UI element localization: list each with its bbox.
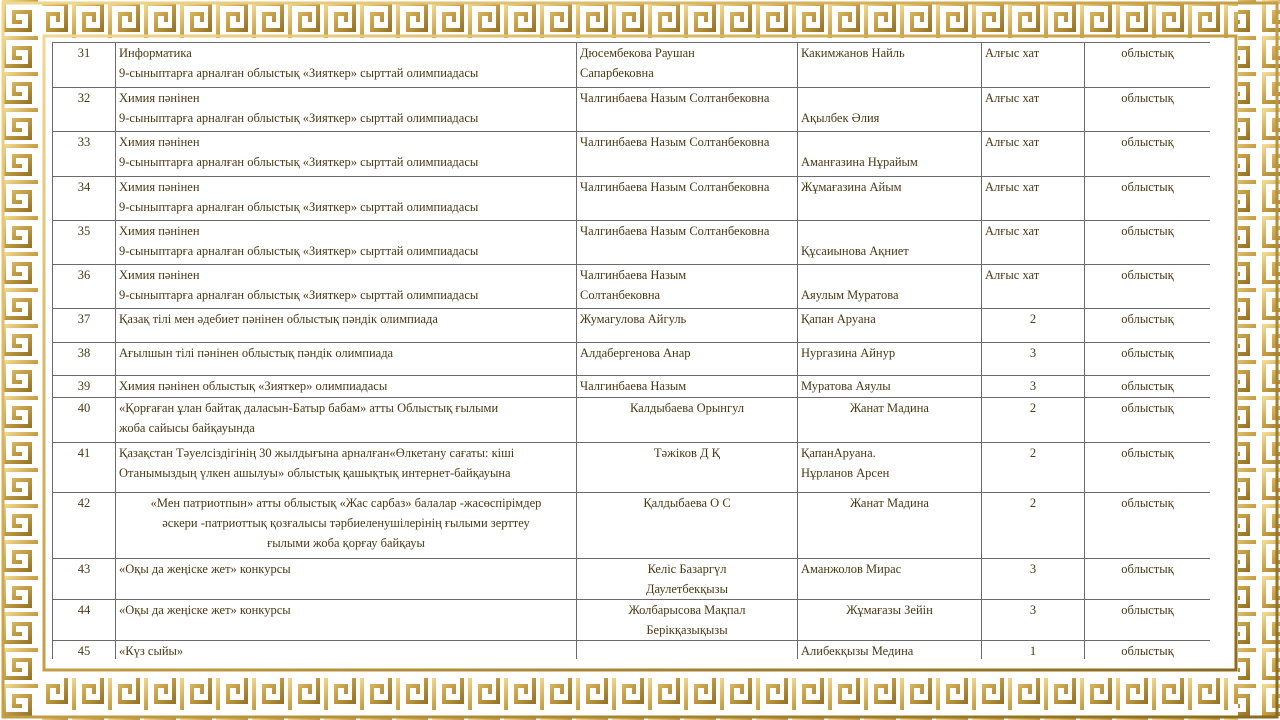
student-cell-line: Муратова Аяулы: [801, 379, 891, 393]
award-cell: Алғыс хат: [982, 43, 1085, 88]
teacher-cell-line: Чалгинбаева Назым Солтанбековна: [580, 224, 770, 238]
student-cell-line: [801, 88, 978, 108]
table-row: [53, 641, 1211, 660]
level-cell: облыстық: [1085, 343, 1211, 376]
award-cell: 3: [982, 600, 1085, 641]
row-number: 31: [53, 43, 116, 88]
event-cell: [116, 221, 577, 265]
teacher-cell-line: Солтанбековна: [580, 288, 661, 302]
student-cell: [798, 398, 982, 443]
student-cell-line: Аманғазина Нұрайым: [801, 155, 918, 169]
event-cell: [116, 265, 577, 309]
table-row: [53, 398, 1211, 443]
table-row: [53, 493, 1211, 559]
event-cell-line: «Мен патриотпын» атты облыстық «Жас сарбаз» балалар -жасөспірімдер: [150, 496, 542, 510]
event-cell: [116, 309, 577, 343]
student-cell-line: Жұмағазина Айым: [801, 180, 902, 194]
student-cell: [798, 309, 982, 343]
teacher-cell-line: [580, 641, 794, 659]
teacher-cell-line: Келіс Базаргүл: [647, 562, 727, 576]
teacher-cell: [577, 493, 798, 559]
student-cell: [798, 343, 982, 376]
event-cell-line: «Оқы да жеңіске жет» конкурсы: [119, 603, 291, 617]
level-cell: облыстық: [1085, 443, 1211, 493]
row-number: 45: [53, 641, 116, 660]
event-cell-line: 9-сыныптарға арналған облыстық «Зияткер» сырттай олимпиадасы: [119, 288, 479, 302]
award-cell: 1: [982, 641, 1085, 660]
award-cell: Алғыс хат: [982, 132, 1085, 177]
event-cell-line: Химия пәнінен: [119, 135, 200, 149]
event-cell-line: 9-сыныптарға арналған облыстық «Зияткер» сырттай олимпиадасы: [119, 244, 479, 258]
award-cell: 2: [982, 309, 1085, 343]
student-cell-line: Құсаиынова Ақниет: [801, 244, 909, 258]
student-cell: [798, 443, 982, 493]
level-cell: облыстық: [1085, 265, 1211, 309]
student-cell-line: Аяулым Муратова: [801, 288, 899, 302]
student-cell-line: [801, 265, 978, 285]
event-cell: [116, 641, 577, 660]
level-cell: облыстық: [1085, 376, 1211, 398]
teacher-cell-line: Чалгинбаева Назым Солтанбековна: [580, 135, 770, 149]
award-cell: 3: [982, 343, 1085, 376]
student-cell-line: ҚапанАруана.: [801, 446, 876, 460]
event-cell-line: Химия пәнінен: [119, 91, 200, 105]
table-row: [53, 600, 1211, 641]
event-cell-line: Ағылшын тілі пәнінен облыстық пәндік олимпиада: [119, 346, 394, 360]
row-number: 42: [53, 493, 116, 559]
award-cell: 2: [982, 493, 1085, 559]
teacher-cell: [577, 398, 798, 443]
teacher-cell-line: Чалгинбаева Назым: [580, 268, 687, 282]
event-cell-line: 9-сыныптарға арналған облыстық «Зияткер» сырттай олимпиадасы: [119, 155, 479, 169]
student-cell: [798, 559, 982, 600]
teacher-cell: [577, 443, 798, 493]
teacher-cell: [577, 177, 798, 221]
award-cell: Алғыс хат: [982, 88, 1085, 132]
event-cell-line: Қазақ тілі мен әдебиет пәнінен облыстық пәндік олимпиада: [119, 312, 438, 326]
awards-content: [52, 42, 1210, 659]
level-cell: облыстық: [1085, 43, 1211, 88]
student-cell: [798, 132, 982, 177]
event-cell: [116, 376, 577, 398]
teacher-cell-line: Алдабергенова Анар: [580, 346, 691, 360]
row-number: 35: [53, 221, 116, 265]
teacher-cell: [577, 559, 798, 600]
table-row: [53, 343, 1211, 376]
student-cell-line: Жанат Мадина: [850, 496, 929, 510]
teacher-cell-line: Калдыбаева Орынгул: [629, 401, 745, 415]
student-cell: [798, 641, 982, 660]
teacher-cell: [577, 221, 798, 265]
student-cell-line: Аманжолов Мирас: [801, 562, 902, 576]
level-cell: облыстық: [1085, 493, 1211, 559]
event-cell-line: Химия пәнінен облыстық «Зияткер» олимпиадасы: [119, 379, 388, 393]
teacher-cell: [577, 265, 798, 309]
teacher-cell-line: Сапарбековна: [580, 66, 654, 80]
event-cell: [116, 343, 577, 376]
student-cell-line: Алибекқызы Медина: [801, 644, 914, 658]
event-cell-line: Химия пәнінен: [119, 268, 200, 282]
award-cell: 2: [982, 398, 1085, 443]
award-cell: 3: [982, 376, 1085, 398]
student-cell: [798, 493, 982, 559]
event-cell-line: әскери -патриоттық қозғалысы тәрбиеленушілерінің ғылыми зерттеу: [162, 516, 530, 530]
teacher-cell: [577, 309, 798, 343]
teacher-cell: [577, 43, 798, 88]
row-number: 43: [53, 559, 116, 600]
teacher-cell: [577, 376, 798, 398]
student-cell-line: Жұмағазы Зейін: [846, 603, 933, 617]
teacher-cell-line: Даулетбекқызы: [645, 582, 728, 596]
event-cell-line: жоба сайысы байқауында: [119, 421, 255, 435]
teacher-cell-line: Чалгинбаева Назым: [580, 379, 687, 393]
student-cell-line: Қапан Аруана: [801, 312, 876, 326]
row-number: 41: [53, 443, 116, 493]
teacher-cell-line: Дюсембекова Раушан: [580, 46, 695, 60]
student-cell-line: Нургазина Айнур: [801, 346, 896, 360]
level-cell: облыстық: [1085, 132, 1211, 177]
row-number: 32: [53, 88, 116, 132]
table-row: [53, 559, 1211, 600]
student-cell: [798, 88, 982, 132]
teacher-cell: [577, 600, 798, 641]
level-cell: облыстық: [1085, 600, 1211, 641]
event-cell-line: «Оқы да жеңіске жет» конкурсы: [119, 562, 291, 576]
student-cell: [798, 177, 982, 221]
student-cell: [798, 265, 982, 309]
level-cell: облыстық: [1085, 398, 1211, 443]
level-cell: облыстық: [1085, 221, 1211, 265]
award-cell: Алғыс хат: [982, 265, 1085, 309]
event-cell-line: Химия пәнінен: [119, 180, 200, 194]
event-cell-line: Химия пәнінен: [119, 224, 200, 238]
event-cell: [116, 559, 577, 600]
teacher-cell-line: Тәжіков Д Қ: [654, 446, 720, 460]
teacher-cell-line: Жумагулова Айгуль: [580, 312, 687, 326]
event-cell: [116, 177, 577, 221]
level-cell: облыстық: [1085, 309, 1211, 343]
student-cell-line: Какимжанов Найль: [801, 46, 905, 60]
event-cell: [116, 132, 577, 177]
row-number: 39: [53, 376, 116, 398]
student-cell-line: Жанат Мадина: [850, 401, 929, 415]
table-row: [53, 265, 1211, 309]
teacher-cell: [577, 132, 798, 177]
event-cell-line: ғылыми жоба қорғау байқауы: [267, 536, 425, 550]
teacher-cell-line: Берікқазықызы: [646, 623, 728, 637]
event-cell-line: Информатика: [119, 46, 192, 60]
teacher-cell-line: Чалгинбаева Назым Солтанбековна: [580, 180, 770, 194]
teacher-cell: [577, 343, 798, 376]
level-cell: облыстық: [1085, 641, 1211, 660]
event-cell: [116, 600, 577, 641]
award-cell: 3: [982, 559, 1085, 600]
event-cell-line: Қазақстан Тәуелсіздігінің 30 жылдығына арналған«Өлкетану сағаты: кіші: [119, 446, 515, 460]
row-number: 40: [53, 398, 116, 443]
table-row: [53, 132, 1211, 177]
row-number: 38: [53, 343, 116, 376]
student-cell-line: [801, 221, 978, 241]
awards-table: [52, 42, 1210, 659]
row-number: 33: [53, 132, 116, 177]
row-number: 36: [53, 265, 116, 309]
row-number: 37: [53, 309, 116, 343]
award-cell: Алғыс хат: [982, 221, 1085, 265]
student-cell: [798, 376, 982, 398]
teacher-cell-line: Жолбарысова Мақпал: [628, 603, 746, 617]
row-number: 44: [53, 600, 116, 641]
table-row: [53, 43, 1211, 88]
level-cell: облыстық: [1085, 559, 1211, 600]
event-cell: [116, 493, 577, 559]
event-cell: [116, 443, 577, 493]
event-cell-line: 9-сыныптарға арналған облыстық «Зияткер» сырттай олимпиадасы: [119, 200, 479, 214]
table-row: [53, 376, 1211, 398]
event-cell-line: Отанымыздың үлкен ашылуы» облыстық қашықтық интернет-байқауына: [119, 466, 511, 480]
level-cell: облыстық: [1085, 88, 1211, 132]
event-cell: [116, 88, 577, 132]
teacher-cell: [577, 641, 798, 660]
student-cell: [798, 221, 982, 265]
student-cell-line: [801, 132, 978, 152]
event-cell: [116, 398, 577, 443]
teacher-cell: [577, 88, 798, 132]
table-row: [53, 177, 1211, 221]
table-row: [53, 443, 1211, 493]
event-cell: [116, 43, 577, 88]
table-row: [53, 88, 1211, 132]
table-row: [53, 309, 1211, 343]
event-cell-line: 9-сыныптарға арналған облыстық «Зияткер» сырттай олимпиадасы: [119, 111, 479, 125]
level-cell: облыстық: [1085, 177, 1211, 221]
student-cell-line: Нұрланов Арсен: [801, 466, 890, 480]
award-cell: 2: [982, 443, 1085, 493]
student-cell-line: Ақылбек Әлия: [801, 111, 880, 125]
event-cell-line: 9-сыныптарға арналған облыстық «Зияткер» сырттай олимпиадасы: [119, 66, 479, 80]
teacher-cell-line: Чалгинбаева Назым Солтанбековна: [580, 91, 770, 105]
student-cell: [798, 600, 982, 641]
award-cell: Алғыс хат: [982, 177, 1085, 221]
event-cell-line: «Күз сыйы»: [119, 644, 184, 658]
row-number: 34: [53, 177, 116, 221]
student-cell: [798, 43, 982, 88]
teacher-cell-line: Қалдыбаева О С: [643, 496, 731, 510]
event-cell-line: «Қорғаған ұлан байтақ даласын-Батыр бабам» атты Облыстық ғылыми: [119, 401, 499, 415]
table-row: [53, 221, 1211, 265]
